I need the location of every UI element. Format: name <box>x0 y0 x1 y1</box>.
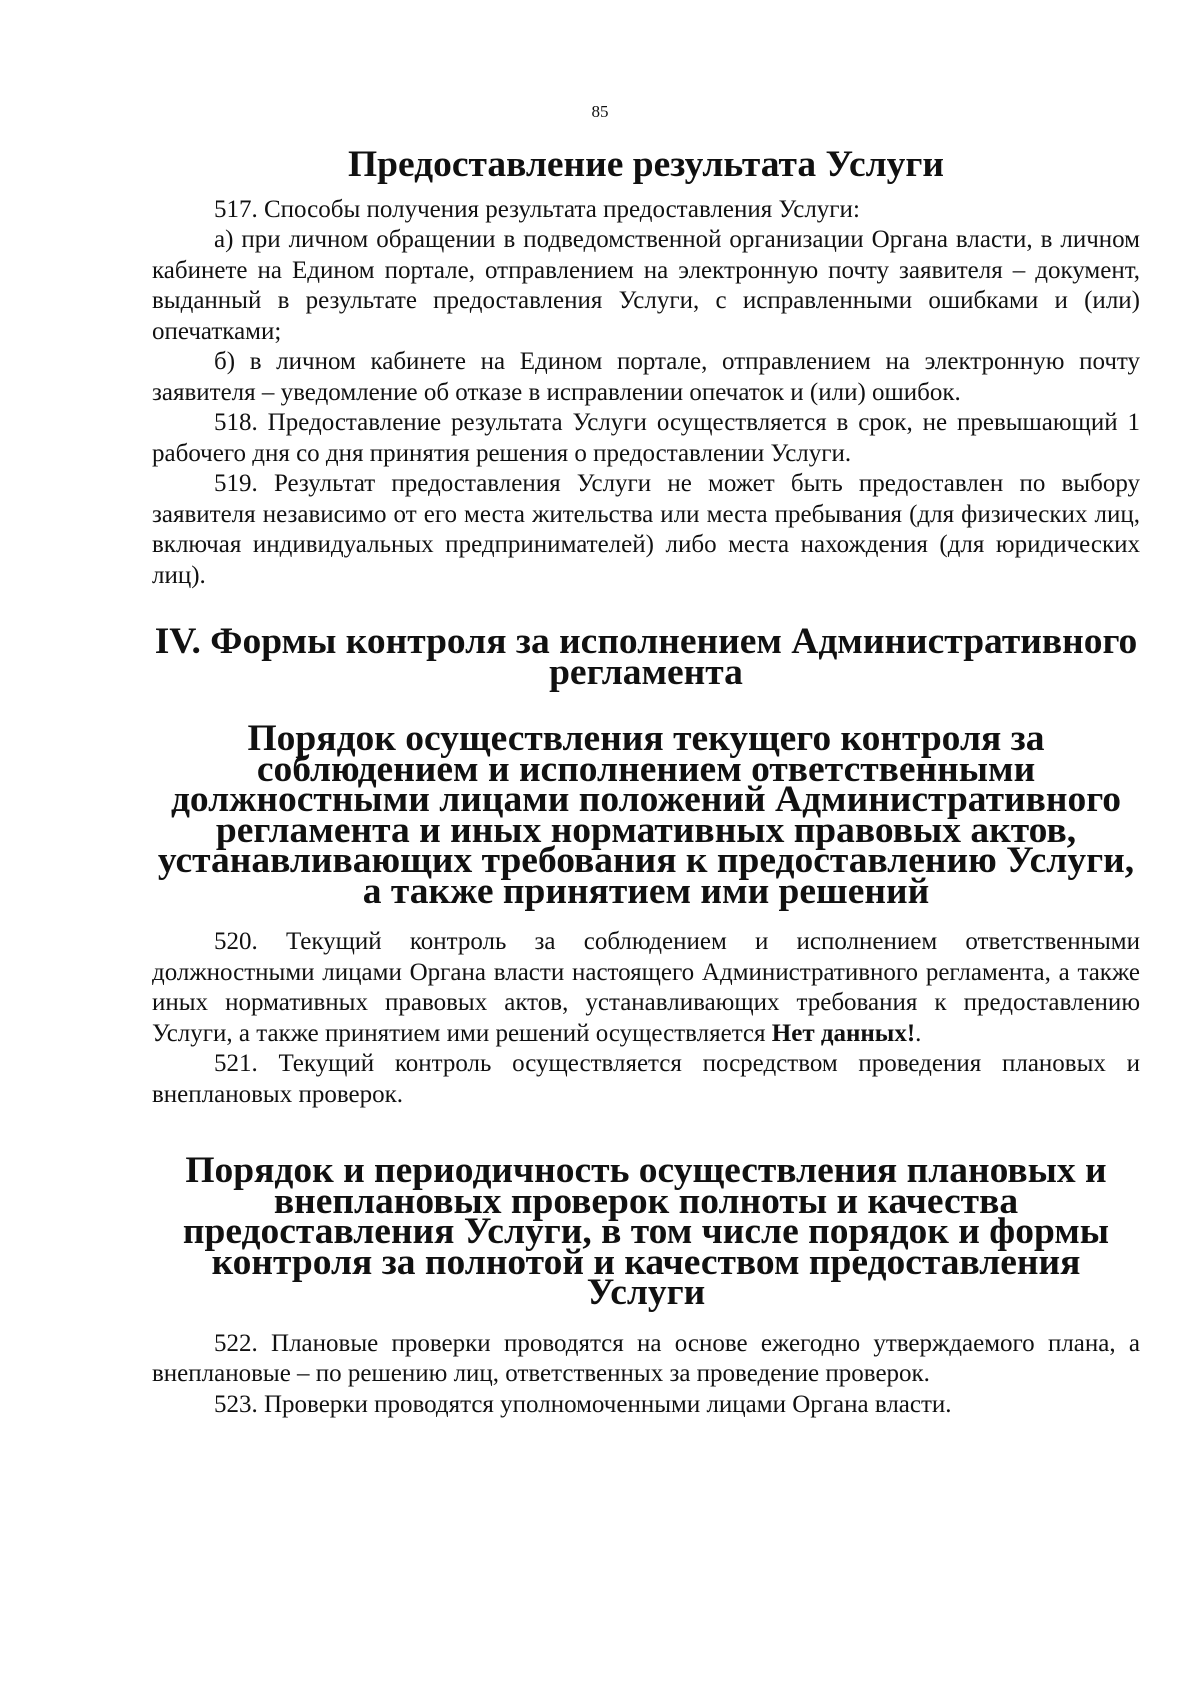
paragraph-522: 522. Плановые проверки проводятся на основе ежегодно утверждаемого плана, а внеплановые – по решению лиц, ответственных за проведение проверок. <box>152 1329 1140 1387</box>
page-number: 85 <box>591 102 609 121</box>
section-heading-current-control: Порядок осуществления текущего контроля за соблюдением и исполнением ответственными должностными лицами положений Административного регламента и иных нормативных правовых актов, устанавливающих требования к предоставлению Услуги, а также принятием ими решений <box>157 718 1135 912</box>
paragraph-517a: а) при личном обращении в подведомственной организации Органа власти, в личном кабинете на Едином портале, отправлением на электронную почту заявителя – документ, выданный в результате предоставления Услуги, с исправленными ошибками и (или) опечатками; <box>152 226 1140 345</box>
paragraph-517b: б) в личном кабинете на Едином портале, отправлением на электронную почту заявителя – уведомление об отказе в исправлении опечаток и (или) ошибок. <box>152 348 1140 406</box>
paragraph-520 <box>152 927 1140 1049</box>
no-data-marker: Нет данных! <box>771 1019 916 1047</box>
paragraph-519: 519. Результат предоставления Услуги не может быть предоставлен по выбору заявителя независимо от его места жительства или места пребывания (для физических лиц, включая индивидуальных предпринимателей) либо места нахождения (для юридических лиц). <box>152 470 1140 589</box>
chapter-heading-control-forms: IV. Формы контроля за исполнением Административного регламента <box>154 621 1138 693</box>
section-heading-inspections: Порядок и периодичность осуществления плановых и внеплановых проверок полноты и качества предоставления Услуги, в том числе порядок и формы контроля за полнотой и качеством предоставления Услуги <box>182 1150 1110 1313</box>
paragraph-521: 521. Текущий контроль осуществляется посредством проведения плановых и внеплановых проверок. <box>152 1050 1140 1108</box>
page-content <box>152 144 1140 1420</box>
paragraph-517: 517. Способы получения результата предоставления Услуги: <box>214 195 860 223</box>
paragraph-520-end: . <box>915 1019 922 1047</box>
paragraph-523: 523. Проверки проводятся уполномоченными лицами Органа власти. <box>214 1390 952 1418</box>
paragraph-518: 518. Предоставление результата Услуги осуществляется в срок, не превышающий 1 рабочего дня со дня принятия решения о предоставлении Услуги. <box>152 409 1140 467</box>
paragraph-520-text: 520. Текущий контроль за соблюдением и исполнением ответственными должностными лицами Органа власти настоящего Административного регламента, а также иных нормативных правовых актов, устанавливающих требования к предоставлению Услуги, а также принятием ими решений осуществляется <box>152 928 1140 1047</box>
section-heading-result: Предоставление результата Услуги <box>347 144 945 185</box>
